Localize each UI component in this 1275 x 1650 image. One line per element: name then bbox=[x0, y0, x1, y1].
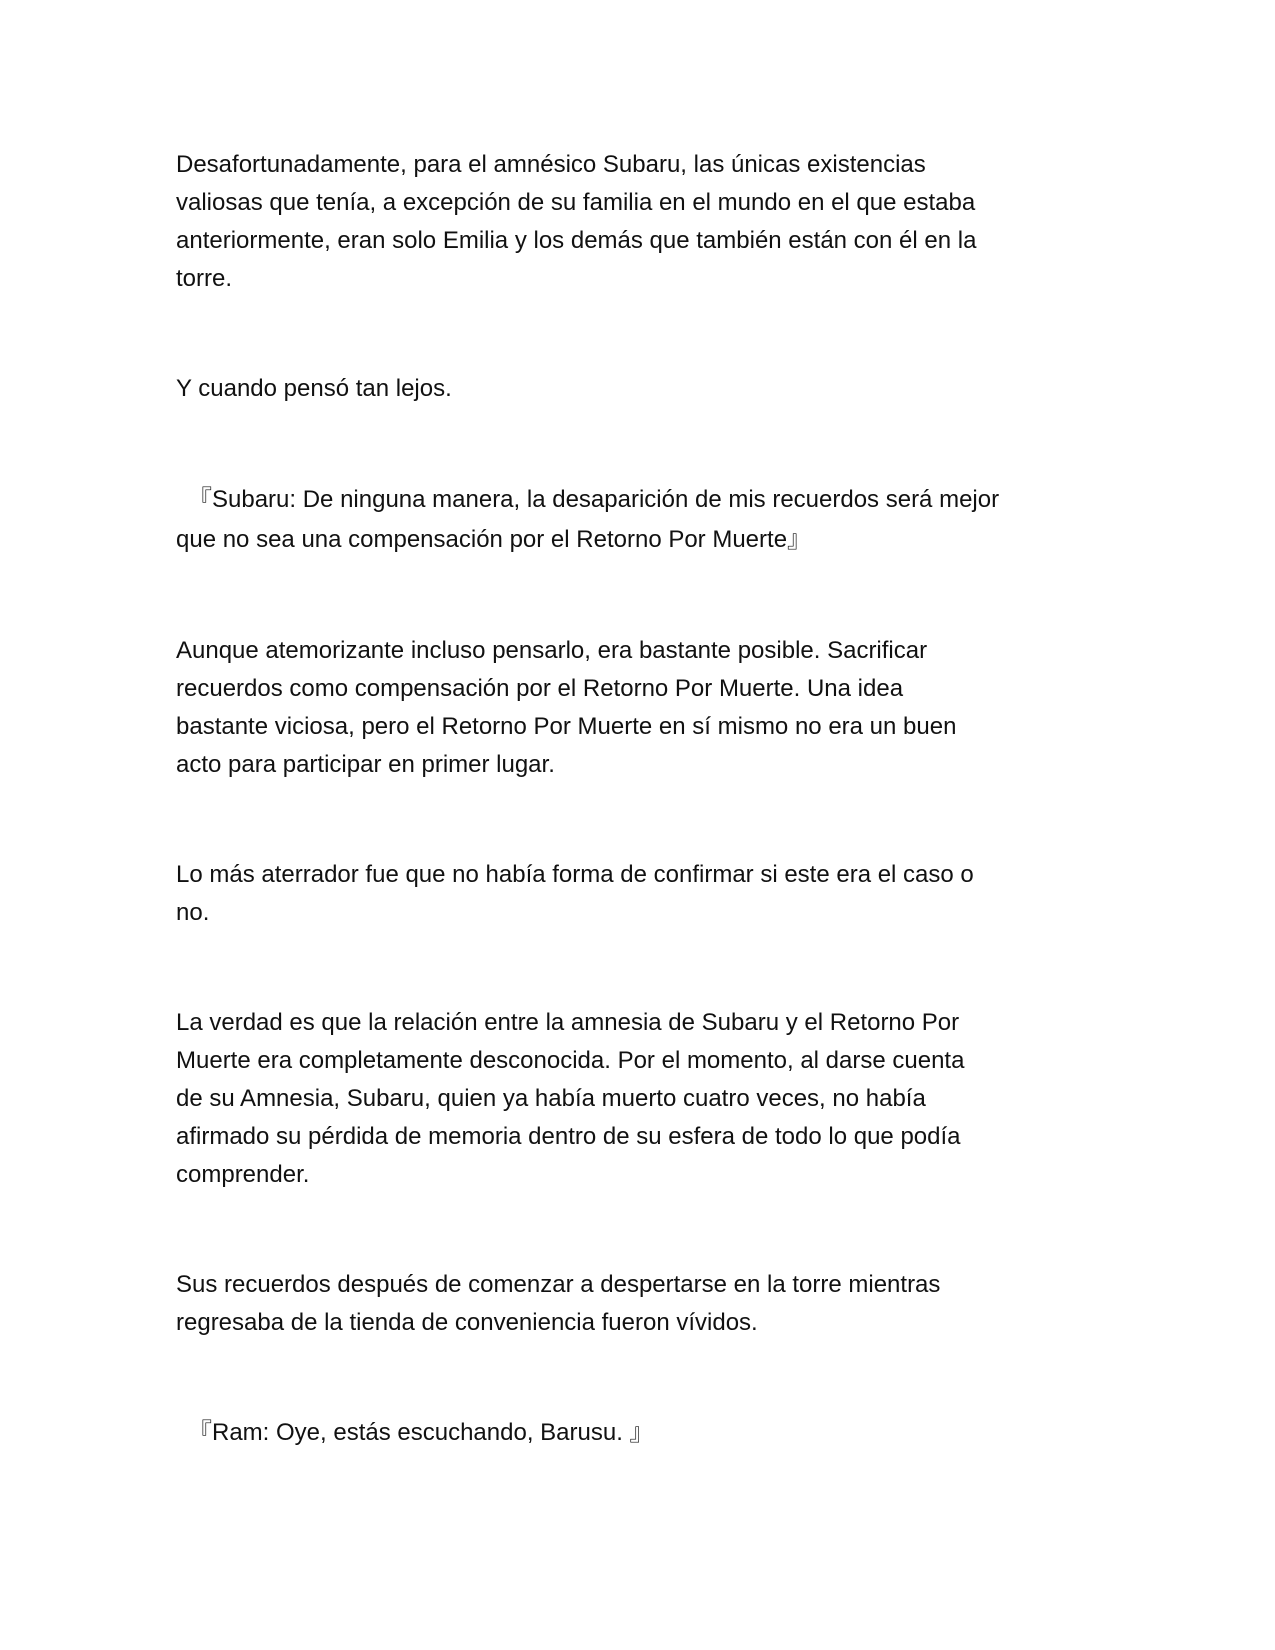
text-line: Aunque atemorizante incluso pensarlo, era bastante posible. Sacrificar bbox=[176, 637, 928, 664]
paragraph-1 bbox=[176, 146, 1091, 298]
text-line: anteriormente, eran solo Emilia y los demás que también están con él en la bbox=[176, 227, 977, 254]
text-line: Lo más aterrador fue que no había forma de confirmar si este era el caso o bbox=[176, 861, 974, 888]
text-line: regresaba de la tienda de conveniencia fueron vívidos. bbox=[176, 1309, 758, 1336]
dialogue-subaru bbox=[176, 480, 1091, 560]
text-line: acto para participar en primer lugar. bbox=[176, 751, 555, 778]
text-line: no. bbox=[176, 899, 210, 926]
text-line: valiosas que tenía, a excepción de su familia en el mundo en el que estaba bbox=[176, 189, 976, 216]
text-line: Desafortunadamente, para el amnésico Subaru, las únicas existencias bbox=[176, 151, 926, 178]
text-line: que no sea una compensación por el Retorno Por Muerte』 bbox=[176, 526, 812, 553]
text-line: recuerdos como compensación por el Retorno Por Muerte. Una idea bbox=[176, 675, 904, 702]
paragraph-4 bbox=[176, 632, 1091, 784]
paragraph-6 bbox=[176, 1004, 1091, 1194]
text-line: Sus recuerdos después de comenzar a despertarse en la torre mientras bbox=[176, 1271, 941, 1298]
paragraph-7 bbox=[176, 1266, 1091, 1342]
paragraph-5 bbox=[176, 856, 1091, 932]
dialogue-ram bbox=[176, 1414, 1091, 1452]
text-line: 『Subaru: De ninguna manera, la desaparición de mis recuerdos será mejor bbox=[188, 486, 1000, 513]
text-line: bastante viciosa, pero el Retorno Por Muerte en sí mismo no era un buen bbox=[176, 713, 957, 740]
text-line: La verdad es que la relación entre la amnesia de Subaru y el Retorno Por bbox=[176, 1009, 960, 1036]
text-line: afirmado su pérdida de memoria dentro de su esfera de todo lo que podía bbox=[176, 1123, 961, 1150]
text-column bbox=[176, 146, 1091, 1452]
text-line: de su Amnesia, Subaru, quien ya había muerto cuatro veces, no había bbox=[176, 1085, 926, 1112]
text-line: Muerte era completamente desconocida. Por el momento, al darse cuenta bbox=[176, 1047, 965, 1074]
text-line: Y cuando pensó tan lejos. bbox=[176, 375, 452, 402]
paragraph-2 bbox=[176, 370, 1091, 408]
text-line: torre. bbox=[176, 265, 233, 292]
text-line: 『Ram: Oye, estás escuchando, Barusu. 』 bbox=[188, 1419, 654, 1446]
text-line: comprender. bbox=[176, 1161, 310, 1188]
